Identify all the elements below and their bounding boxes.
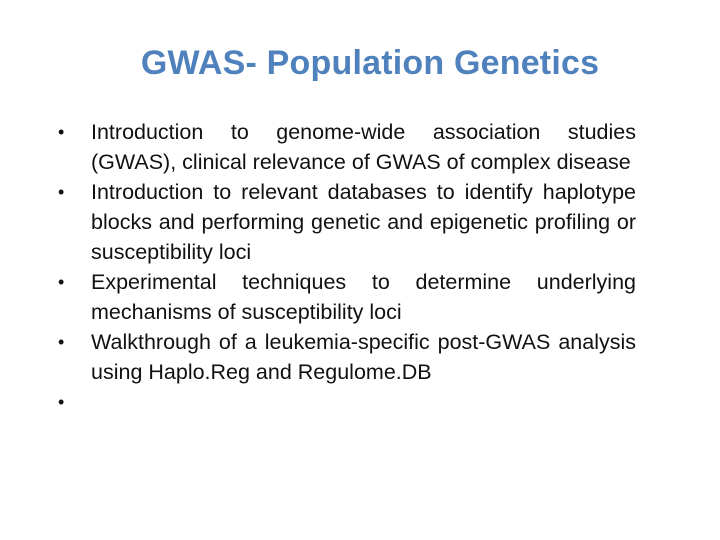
bullet-list: [56, 117, 636, 417]
bullet-item: [56, 327, 636, 387]
bullet-item-empty: [56, 387, 636, 417]
bullet-text: Introduction to relevant databases to identify haplotype blocks and performing genetic and epigenetic profiling or susceptibility loci: [91, 180, 636, 264]
bullet-item: [56, 177, 636, 267]
bullet-text: [91, 387, 636, 417]
bullet-icon: •: [58, 392, 65, 412]
bullet-icon: •: [58, 182, 65, 202]
slide-title: GWAS- Population Genetics: [140, 44, 600, 82]
bullet-icon: •: [58, 122, 65, 142]
bullet-icon: •: [58, 332, 65, 352]
bullet-text: Introduction to genome-wide association studies (GWAS), clinical relevance of GWAS of complex disease: [91, 120, 636, 174]
bullet-icon: •: [58, 272, 65, 292]
bullet-text: Experimental techniques to determine underlying mechanisms of susceptibility loci: [91, 270, 636, 324]
bullet-text: Walkthrough of a leukemia-specific post-GWAS analysis using Haplo.Reg and Regulome.DB: [91, 330, 636, 384]
bullet-item: [56, 117, 636, 177]
bullet-item: [56, 267, 636, 327]
